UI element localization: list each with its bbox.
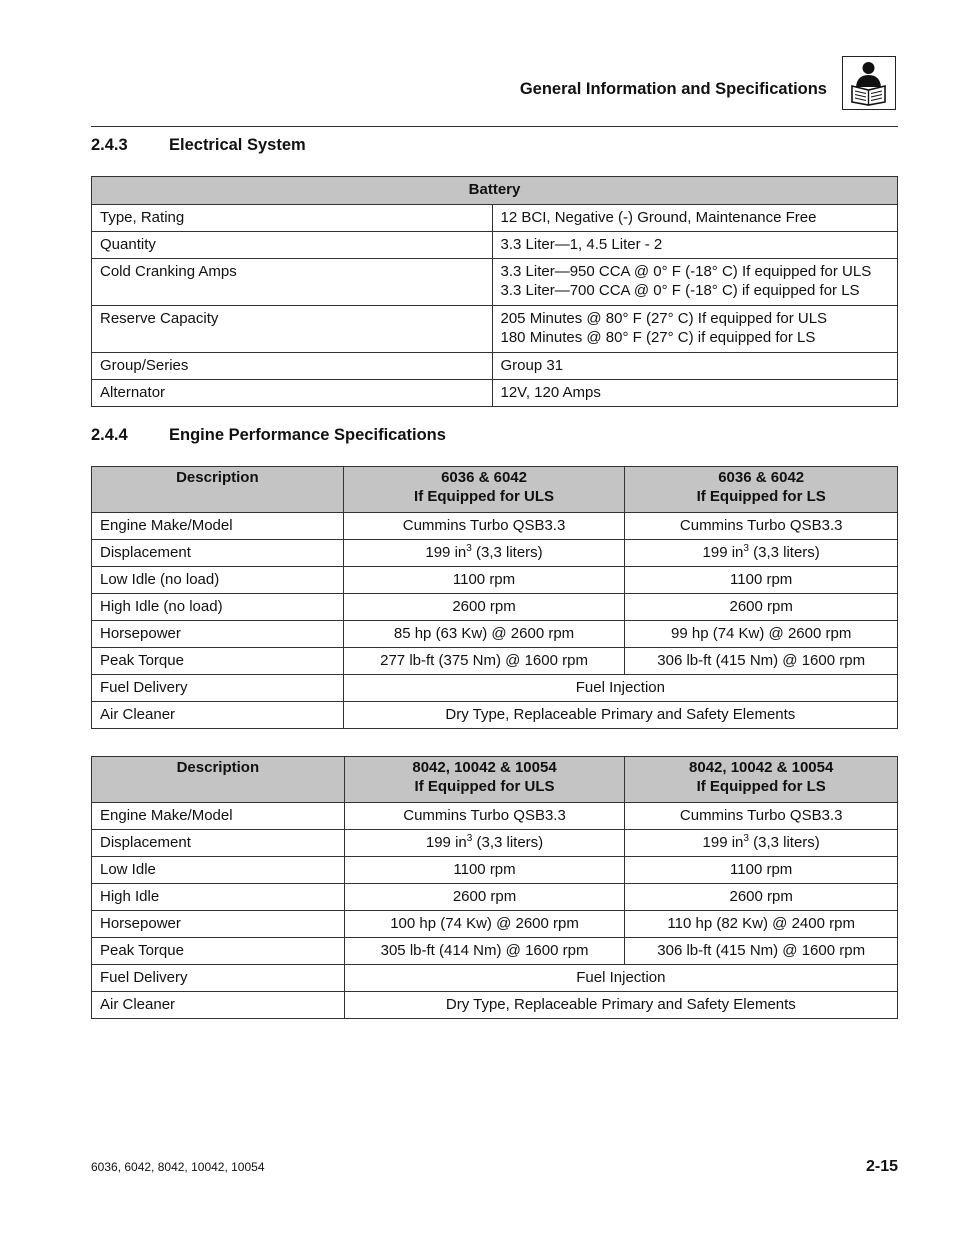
- section-number: 2.4.3: [91, 136, 128, 154]
- spec-label: Cold Cranking Amps: [92, 259, 493, 306]
- spec-label: Fuel Delivery: [92, 965, 345, 992]
- spec-label: Type, Rating: [92, 205, 493, 232]
- column-header-line: 8042, 10042 & 10054: [412, 759, 557, 776]
- spec-label: Quantity: [92, 232, 493, 259]
- spec-value-uls: Cummins Turbo QSB3.3: [343, 513, 625, 540]
- spec-value-ls: 99 hp (74 Kw) @ 2600 rpm: [625, 621, 898, 648]
- exponent: 3: [743, 543, 749, 554]
- section-heading-electrical: [91, 136, 306, 155]
- displacement-value: 199 in: [425, 544, 467, 561]
- spec-label: Air Cleaner: [92, 702, 344, 729]
- column-header-ls: [625, 467, 898, 513]
- table-row: [92, 380, 898, 407]
- page-header-title: General Information and Specifications: [519, 80, 827, 98]
- spec-value-ls: 1100 rpm: [625, 857, 898, 884]
- displacement-liters: (3,3 liters): [748, 544, 820, 561]
- table-row: [92, 648, 898, 675]
- spec-value: Group 31: [492, 353, 898, 380]
- table-row: [92, 513, 898, 540]
- table-row: [92, 938, 898, 965]
- table-row: [92, 621, 898, 648]
- spec-value-ls: 1100 rpm: [625, 567, 898, 594]
- spec-value-shared: Fuel Injection: [344, 965, 897, 992]
- spec-value-uls: 1100 rpm: [343, 567, 625, 594]
- spec-value-uls: 1100 rpm: [344, 857, 625, 884]
- spec-label: Engine Make/Model: [92, 513, 344, 540]
- footer-model-list: 6036, 6042, 8042, 10042, 10054: [91, 1160, 265, 1174]
- manual-reader-icon: [842, 56, 896, 110]
- table-row: [92, 594, 898, 621]
- table-row: [92, 353, 898, 380]
- section-number: 2.4.4: [91, 426, 128, 444]
- spec-value-uls: 2600 rpm: [344, 884, 625, 911]
- battery-table: [91, 176, 898, 407]
- column-header-description: Description: [92, 467, 344, 513]
- spec-value-ls: 306 lb-ft (415 Nm) @ 1600 rpm: [625, 938, 898, 965]
- table-row: [92, 675, 898, 702]
- column-header-line: If Equipped for ULS: [414, 487, 555, 505]
- spec-value-uls: [343, 540, 625, 567]
- column-header-line: If Equipped for ULS: [414, 777, 555, 795]
- spec-value: [492, 306, 898, 353]
- page-number: 2-15: [865, 1158, 898, 1175]
- spec-value-shared: Fuel Injection: [343, 675, 897, 702]
- spec-label: High Idle: [92, 884, 345, 911]
- spec-value-uls: 277 lb-ft (375 Nm) @ 1600 rpm: [343, 648, 625, 675]
- spec-value-uls: 85 hp (63 Kw) @ 2600 rpm: [343, 621, 625, 648]
- table-row: [92, 911, 898, 938]
- spec-value-shared: Dry Type, Replaceable Primary and Safety Elements: [344, 992, 897, 1019]
- spec-value: 3.3 Liter—1, 4.5 Liter - 2: [492, 232, 898, 259]
- spec-value-line: 180 Minutes @ 80° F (27° C) if equipped for LS: [500, 328, 816, 346]
- table-row: [92, 540, 898, 567]
- battery-table-title: Battery: [92, 177, 898, 205]
- displacement-value: 199 in: [702, 834, 744, 851]
- spec-label: Low Idle (no load): [92, 567, 344, 594]
- table-row: [92, 306, 898, 353]
- displacement-value: 199 in: [702, 544, 744, 561]
- section-title: Engine Performance Specifications: [169, 426, 446, 444]
- spec-value-line: 205 Minutes @ 80° F (27° C) If equipped for ULS: [500, 310, 828, 327]
- table-row: [92, 884, 898, 911]
- spec-label: Horsepower: [92, 621, 344, 648]
- exponent: 3: [743, 833, 749, 844]
- column-header-uls: [344, 757, 625, 803]
- engine-spec-table-8042-10042-10054: [91, 756, 898, 1019]
- spec-label: Group/Series: [92, 353, 493, 380]
- spec-value-uls: [344, 830, 625, 857]
- spec-value-ls: 110 hp (82 Kw) @ 2400 rpm: [625, 911, 898, 938]
- spec-label: Peak Torque: [92, 938, 345, 965]
- table-row: [92, 259, 898, 306]
- displacement-liters: (3,3 liters): [472, 834, 544, 851]
- section-heading-engine: [91, 426, 446, 445]
- table-row: [92, 205, 898, 232]
- engine-spec-table-6036-6042: [91, 466, 898, 729]
- displacement-liters: (3,3 liters): [471, 544, 543, 561]
- spec-label: Low Idle: [92, 857, 345, 884]
- spec-label: Air Cleaner: [92, 992, 345, 1019]
- spec-value-ls: [625, 830, 898, 857]
- spec-value-ls: 306 lb-ft (415 Nm) @ 1600 rpm: [625, 648, 898, 675]
- displacement-liters: (3,3 liters): [748, 834, 820, 851]
- column-header-line: 6036 & 6042: [441, 469, 527, 486]
- spec-label: Horsepower: [92, 911, 345, 938]
- spec-label: Fuel Delivery: [92, 675, 344, 702]
- spec-value-uls: 2600 rpm: [343, 594, 625, 621]
- spec-value-line: 3.3 Liter—700 CCA @ 0° F (-18° C) if equipped for LS: [500, 281, 860, 299]
- header-divider: [91, 126, 898, 127]
- spec-value: 12 BCI, Negative (-) Ground, Maintenance Free: [492, 205, 898, 232]
- spec-label: High Idle (no load): [92, 594, 344, 621]
- spec-label: Displacement: [92, 830, 345, 857]
- spec-value-line: 3.3 Liter—950 CCA @ 0° F (-18° C) If equipped for ULS: [500, 263, 872, 280]
- spec-value: 12V, 120 Amps: [492, 380, 898, 407]
- table-row: [92, 803, 898, 830]
- spec-label: Alternator: [92, 380, 493, 407]
- spec-value-shared: Dry Type, Replaceable Primary and Safety Elements: [343, 702, 897, 729]
- column-header-uls: [343, 467, 625, 513]
- column-header-description: Description: [92, 757, 345, 803]
- table-row: [92, 965, 898, 992]
- exponent: 3: [466, 543, 472, 554]
- table-row: [92, 830, 898, 857]
- spec-value: [492, 259, 898, 306]
- spec-value-ls: Cummins Turbo QSB3.3: [625, 803, 898, 830]
- spec-label: Reserve Capacity: [92, 306, 493, 353]
- column-header-line: If Equipped for LS: [696, 487, 826, 505]
- column-header-line: If Equipped for LS: [696, 777, 826, 795]
- displacement-value: 199 in: [425, 834, 467, 851]
- column-header-ls: [625, 757, 898, 803]
- column-header-line: 8042, 10042 & 10054: [689, 759, 834, 776]
- table-row: [92, 567, 898, 594]
- exponent: 3: [466, 833, 473, 844]
- spec-value-ls: Cummins Turbo QSB3.3: [625, 513, 898, 540]
- table-row: [92, 992, 898, 1019]
- table-row: [92, 857, 898, 884]
- spec-value-uls: 100 hp (74 Kw) @ 2600 rpm: [344, 911, 625, 938]
- section-title: Electrical System: [169, 136, 306, 154]
- spec-value-uls: 305 lb-ft (414 Nm) @ 1600 rpm: [344, 938, 625, 965]
- spec-label: Displacement: [92, 540, 344, 567]
- table-row: [92, 702, 898, 729]
- spec-value-uls: Cummins Turbo QSB3.3: [344, 803, 625, 830]
- spec-label: Peak Torque: [92, 648, 344, 675]
- spec-label: Engine Make/Model: [92, 803, 345, 830]
- spec-value-ls: [625, 540, 898, 567]
- table-row: [92, 232, 898, 259]
- spec-value-ls: 2600 rpm: [625, 884, 898, 911]
- spec-value-ls: 2600 rpm: [625, 594, 898, 621]
- column-header-line: 6036 & 6042: [718, 469, 805, 486]
